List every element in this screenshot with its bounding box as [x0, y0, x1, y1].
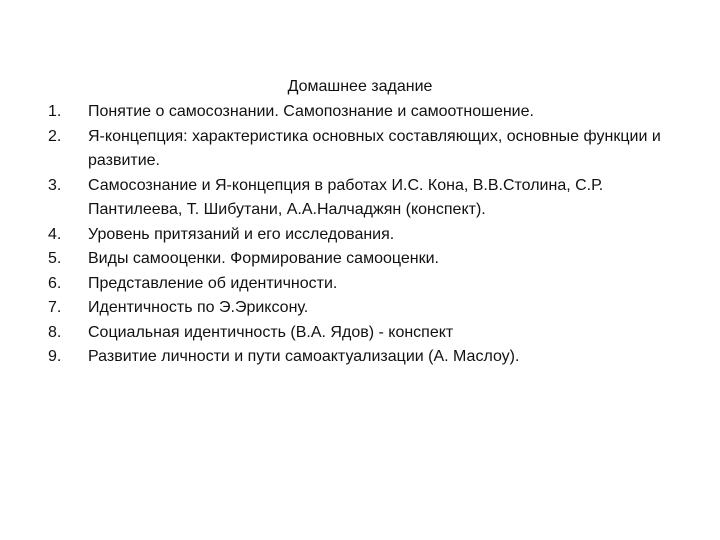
- item-number: 6.: [48, 274, 62, 292]
- item-text: Социальная идентичность (В.А. Ядов) - конспект: [88, 323, 454, 341]
- item-text: Развитие личности и пути самоактуализации (А. Маслоу).: [88, 348, 520, 365]
- item-number: 5.: [48, 250, 62, 267]
- list-item: [48, 296, 688, 321]
- item-text: Идентичность по Э.Эриксону.: [88, 299, 309, 316]
- item-number: 7.: [48, 299, 62, 316]
- item-number: 4.: [48, 225, 62, 243]
- item-number: 1.: [48, 103, 62, 120]
- item-number: 9.: [48, 348, 62, 365]
- item-text: Понятие о самосознании. Самопознание и самоотношение.: [88, 103, 534, 120]
- item-text: Самосознание и Я-концепция в работах И.С. Кона, В.В.Столина, С.Р. Пантилеева, Т. Шибутани, А.А.Налчаджян (конспект).: [88, 176, 604, 218]
- item-text: Уровень притязаний и его исследования.: [88, 225, 395, 243]
- title-text: Домашнее задание: [287, 78, 433, 95]
- item-text: Представление об идентичности.: [88, 274, 338, 292]
- list-item: [48, 174, 688, 223]
- list-item: [48, 100, 688, 125]
- list-item: [48, 247, 688, 272]
- list-item: [48, 272, 688, 297]
- item-number: 8.: [48, 323, 62, 341]
- homework-list: [48, 100, 688, 370]
- item-number: 3.: [48, 176, 62, 194]
- list-item: [48, 345, 688, 370]
- list-item: [48, 125, 688, 174]
- page-title: [0, 77, 720, 97]
- list-item: [48, 223, 688, 248]
- item-text: Виды самооценки. Формирование самооценки.: [88, 250, 439, 267]
- item-number: 2.: [48, 127, 62, 145]
- list-item: [48, 321, 688, 346]
- item-text: Я-концепция: характеристика основных составляющих, основные функции и развитие.: [88, 127, 661, 169]
